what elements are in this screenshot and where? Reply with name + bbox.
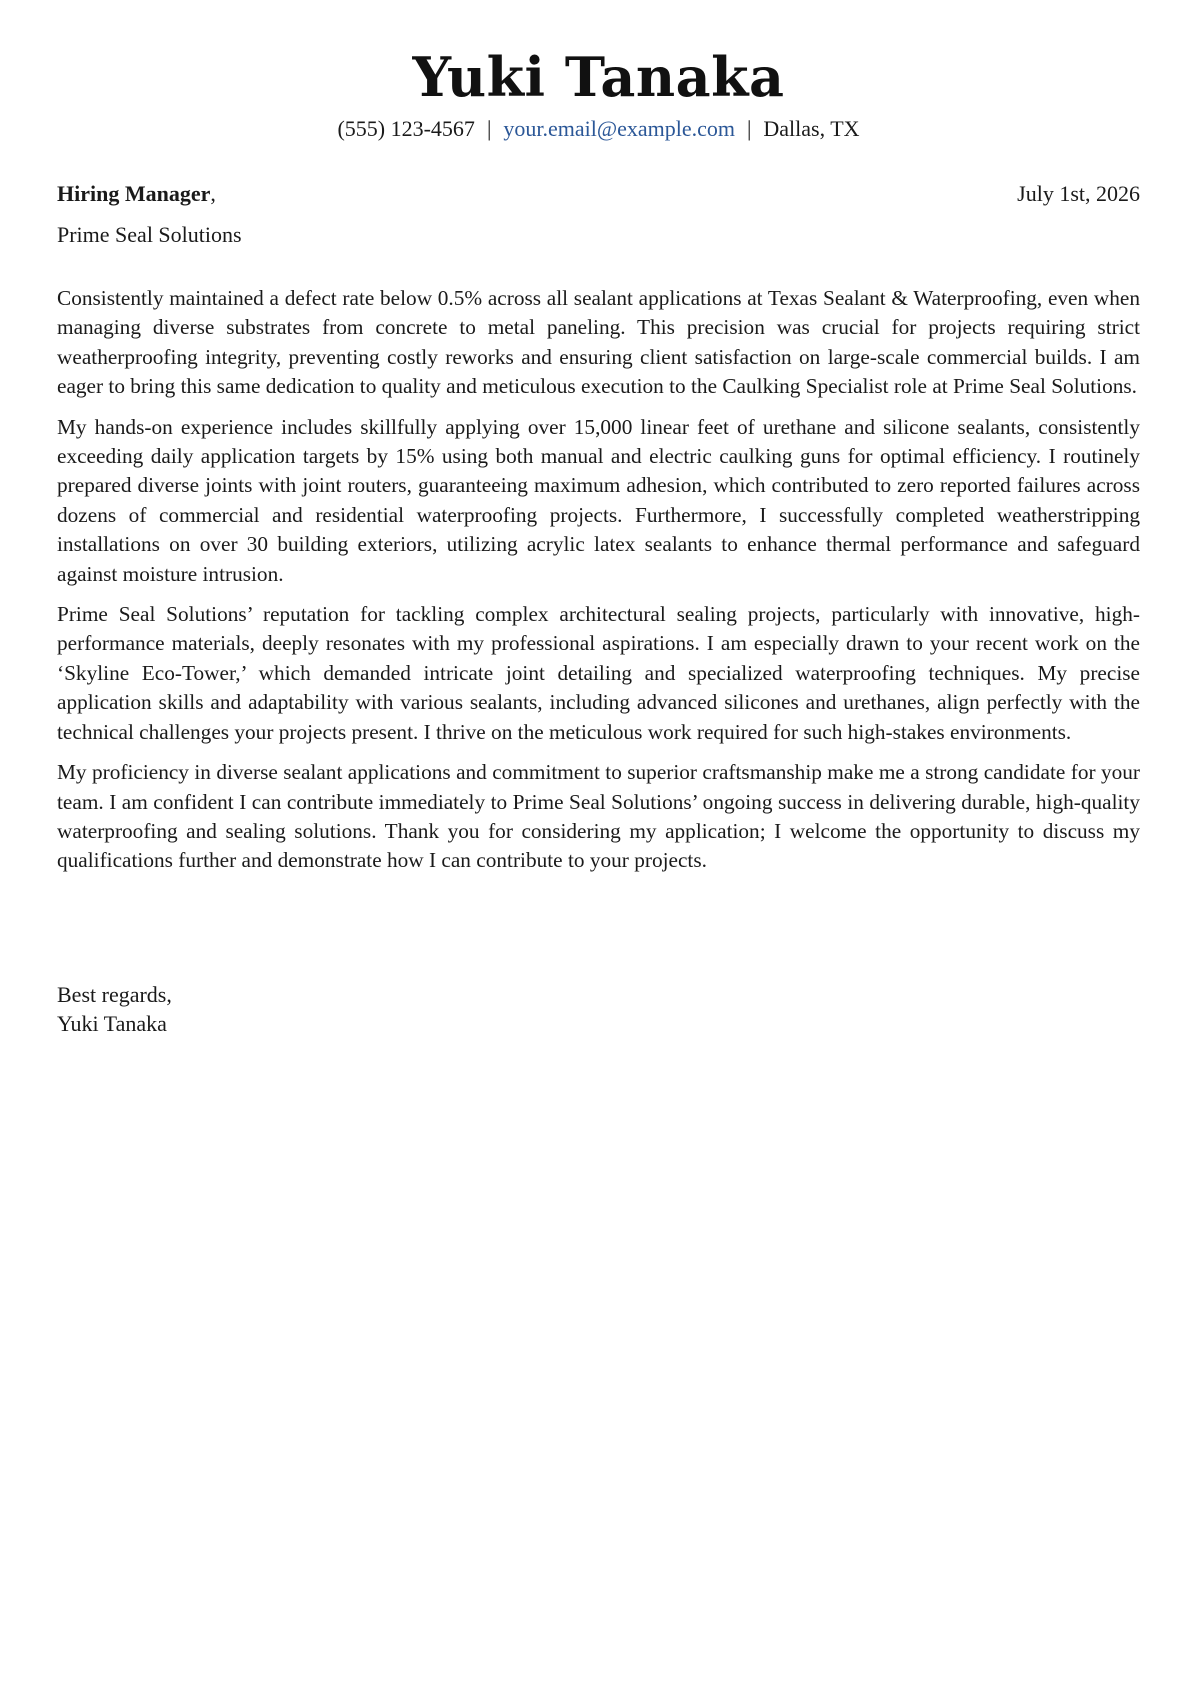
letter-date: July 1st, 2026 <box>1017 181 1140 206</box>
closing-salutation: Best regards, <box>57 982 172 1007</box>
body-paragraph: My proficiency in diverse sealant applications and commitment to superior craftsmanship make me a strong candidate for your team. I am confident I can contribute immediately to Prime Seal Solutions’ ongoing success in delivering durable, high-quality waterproofing and sealing solutions. Thank you for considering my application; I welcome the opportunity to discuss my qualifications further and demonstrate how I can contribute to your projects. <box>57 760 1140 873</box>
separator: | <box>486 116 492 141</box>
phone-number: (555) 123-4567 <box>337 116 475 141</box>
recipient-company: Prime Seal Solutions <box>57 222 242 247</box>
applicant-name: Yuki Tanaka <box>412 45 785 109</box>
closing-block <box>57 980 172 1038</box>
letter-body <box>57 284 1140 887</box>
contact-line <box>57 114 1140 144</box>
separator: | <box>746 116 752 141</box>
location: Dallas, TX <box>763 116 860 141</box>
body-paragraph: Prime Seal Solutions’ reputation for tackling complex architectural sealing projects, particularly with innovative, high-performance materials, deeply resonates with my professional aspirations. I am especially drawn to your recent work on the ‘Skyline Eco-Tower,’ which demanded intricate joint detailing and specialized waterproofing techniques. My precise application skills and adaptability with various sealants, including advanced silicones and urethanes, align perfectly with the technical challenges your projects present. I thrive on the meticulous work required for such high-stakes environments. <box>57 602 1140 744</box>
recipient-row <box>57 180 1140 208</box>
recipient-salutation <box>57 180 216 208</box>
body-paragraph: Consistently maintained a defect rate below 0.5% across all sealant applications at Texas Sealant & Waterproofing, even when managing diverse substrates from concrete to metal paneling. This precision was crucial for projects requiring strict weatherproofing integrity, preventing costly reworks and ensuring client satisfaction on large-scale commercial builds. I am eager to bring this same dedication to quality and meticulous execution to the Caulking Specialist role at Prime Seal Solutions. <box>57 286 1140 399</box>
signature-name: Yuki Tanaka <box>57 1011 167 1036</box>
body-paragraph: My hands-on experience includes skillfully applying over 15,000 linear feet of urethane and silicone sealants, consistently exceeding daily application targets by 15% using both manual and electric caulking guns for optimal efficiency. I routinely prepared diverse joints with joint routers, guaranteeing maximum adhesion, which contributed to zero reported failures across dozens of commercial and residential waterproofing projects. Furthermore, I successfully completed weatherstripping installations on over 30 building exteriors, utilizing acrylic latex sealants to enhance thermal performance and safeguard against moisture intrusion. <box>57 414 1140 586</box>
email-link[interactable]: your.email@example.com <box>503 116 735 141</box>
recipient-name: Hiring Manager <box>57 181 211 206</box>
recipient-suffix: , <box>210 181 216 206</box>
